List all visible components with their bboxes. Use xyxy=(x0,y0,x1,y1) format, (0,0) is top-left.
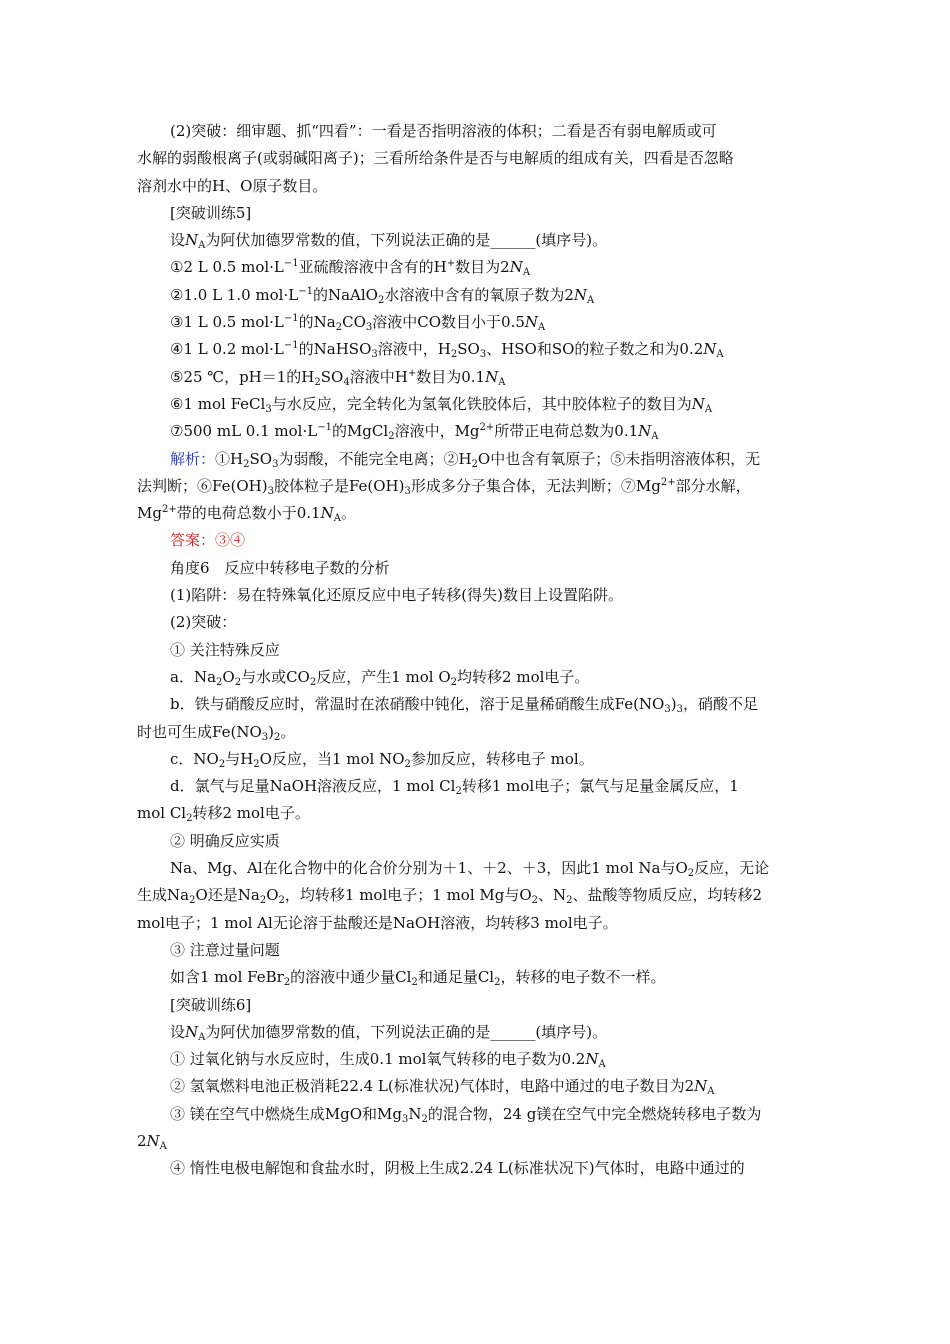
text-line: (2)突破： xyxy=(170,613,237,632)
text-line: ⑥1 mol FeCl$_3$与水反应，完全转化为氢氧化铁胶体后，其中胶体粒子的数目为$N_A$ xyxy=(170,394,713,415)
text-line: ① 过氧化钠与水反应时，生成0.1 mol氧气转移的电子数为$0.2N_A$ xyxy=(170,1050,606,1071)
text-line: 设$N_A$为阿伏加德罗常数的值，下列说法正确的是______(填序号)。 xyxy=(170,1022,608,1043)
text-line: $2N_A$ xyxy=(137,1131,167,1152)
text-line: c．$NO_2$与$H_2O$反应，当1 mol $NO_2$参加反应，转移电子 mol。 xyxy=(170,749,594,770)
text-line: (1)陷阱：易在特殊氧化还原反应中电子转移(得失)数目上设置陷阱。 xyxy=(170,586,623,605)
text-line: ③ 注意过量问题 xyxy=(170,940,280,959)
text-line: mol电子；1 mol Al无论溶于盐酸还是NaOH溶液，均转移3 mol电子。 xyxy=(137,913,618,932)
text-line: 如含1 mol FeBr$_2$的溶液中通少量$Cl_2$和通足量$Cl_2$，转移的电子数不一样。 xyxy=(170,968,666,989)
text-line: [突破训练5] xyxy=(170,203,252,222)
text-line: ③1 L 0.5 $mol\cdot L^{-1}$的$Na_2CO_3$溶液中CO数目小于$0.5N_A$ xyxy=(170,313,546,334)
text-line: 答案：③④ xyxy=(170,531,246,550)
text-line: ②1.0 L 1.0 $mol\cdot L^{-1}$的NaAlO$_2$水溶液中含有的氧原子数为$2N_A$ xyxy=(170,285,595,306)
text-line: ⑤25 ℃，pH＝1的$H_2SO_4$溶液中H+数目为$0.1N_A$ xyxy=(170,367,506,388)
text-line: 法判断；$⑥Fe(OH)_3$胶体粒子是$Fe(OH)_3$形成多分子集合体，无法判断；$⑦Mg^{2+}$部分水解， xyxy=(137,476,751,497)
text-line: ② 氢氧燃料电池正极消耗22.4 L(标准状况)气体时，电路中通过的电子数目为$2N_A$ xyxy=(170,1077,715,1098)
text-line: ① 关注特殊反应 xyxy=(170,640,280,659)
text-line: 解析：$①H_2SO_3$为弱酸，不能完全电离；$②H_2O$中也含有氧原子；⑤未指明溶液体积，无 xyxy=(170,449,761,470)
text-line: 溶剂水中的H、O原子数目。 xyxy=(137,176,328,195)
text-line: d．氯气与足量NaOH溶液反应，1 mol $Cl_2$转移1 mol电子；氯气与足量金属反应，1 xyxy=(170,777,739,798)
text-line: ③ 镁在空气中燃烧生成MgO和$Mg_3N_2$的混合物，24 g镁在空气中完全燃烧转移电子数为 xyxy=(170,1104,762,1125)
text-line: ④1 L 0.2 $mol\cdot L^{-1}$的NaHSO$_3$溶液中，$H_2SO_3$、HSO和SO的粒子数之和为$0.2N_A$ xyxy=(170,340,724,361)
text-line: ⑦500 mL 0.1 $mol\cdot L^{-1}$的MgCl$_2$溶液中，$Mg^{2+}$所带正电荷总数为$0.1N_A$ xyxy=(170,422,659,443)
text-line: $Mg^{2+}$带的电荷总数小于$0.1N_A$。 xyxy=(137,504,356,525)
text-line: mol $Cl_2$转移2 mol电子。 xyxy=(137,804,310,825)
text-line: 生成$Na_2O$还是$Na_2O_2$，均转移1 mol电子；1 mol Mg与$O_2$、$N_2$、盐酸等物质反应，均转移2 xyxy=(137,886,763,907)
document-body xyxy=(137,118,817,1183)
text-line: Na、Mg、Al在化合物中的化合价分别为＋1、＋2、＋3，因此1 mol Na与$O_2$反应，无论 xyxy=(170,859,770,880)
text-line: ①2 L 0.5 $mol\cdot L^{-1}$亚硫酸溶液中含有的H+数目为$2N_A$ xyxy=(170,258,531,279)
text-line: 水解的弱酸根离子(或弱碱阳离子)；三看所给条件是否与电解质的组成有关，四看是否忽略 xyxy=(137,149,734,168)
text-line: ④ 惰性电极电解饱和食盐水时，阴极上生成2.24 L(标准状况下)气体时，电路中通过的 xyxy=(170,1159,745,1178)
text-line: a．$Na_2O_2$与水或$CO_2$反应，产生1 mol $O_2$均转移2 mol电子。 xyxy=(170,667,590,688)
text-line: (2)突破：细审题、抓“四看”：一看是否指明溶液的体积；二看是否有弱电解质或可 xyxy=(170,122,717,140)
text-line: ② 明确反应实质 xyxy=(170,831,280,850)
text-line: 设$N_A$为阿伏加德罗常数的值，下列说法正确的是______(填序号)。 xyxy=(170,231,608,252)
text-line: 角度6 反应中转移电子数的分析 xyxy=(170,558,390,577)
text-line: 时也可生成$Fe(NO_3)_2$。 xyxy=(137,722,296,743)
text-line: [突破训练6] xyxy=(170,995,252,1014)
text-line: b．铁与硝酸反应时，常温时在浓硝酸中钝化，溶于足量稀硝酸生成$Fe(NO_3)_3$，硝酸不足 xyxy=(170,695,758,716)
